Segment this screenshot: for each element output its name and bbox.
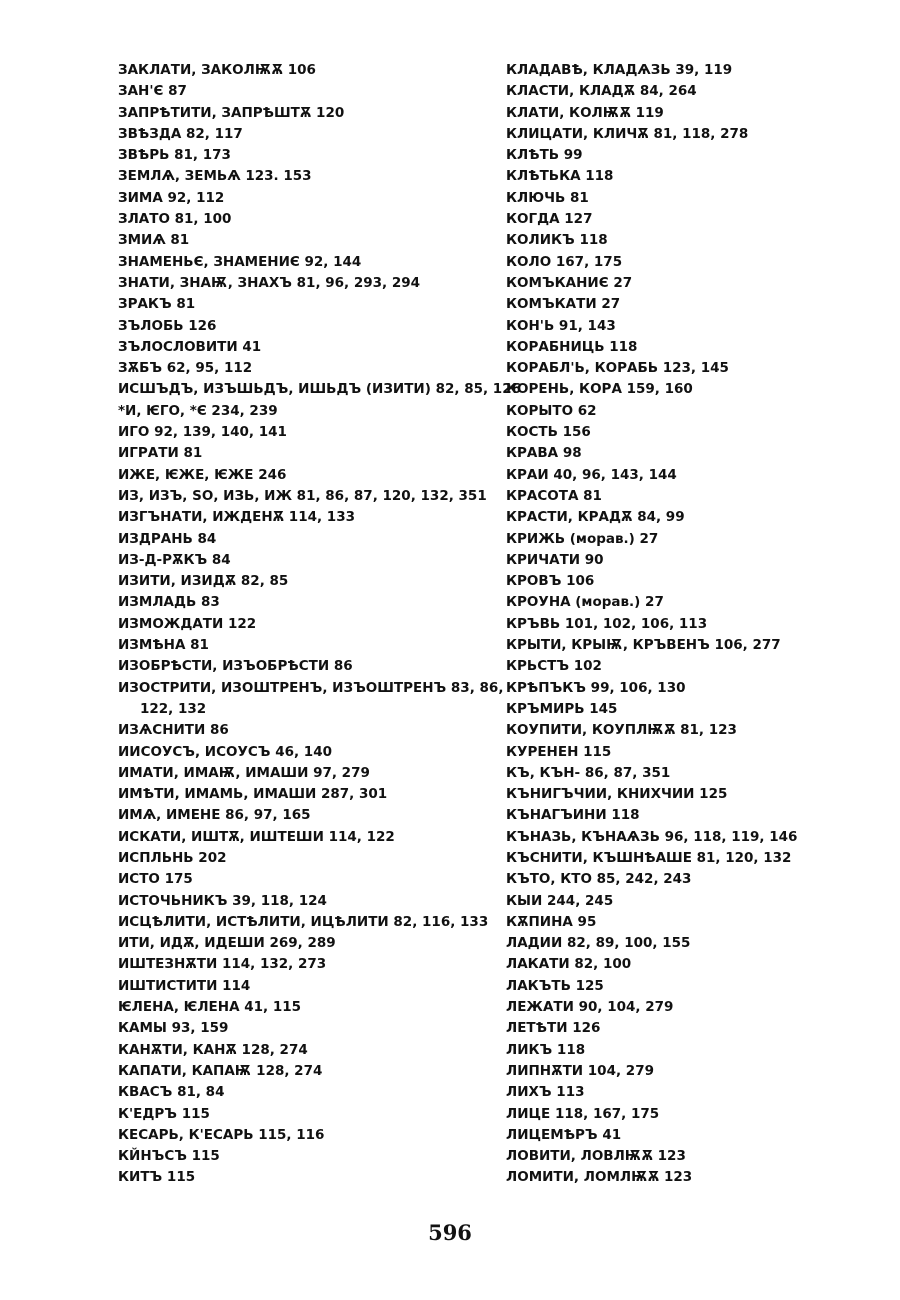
index-entry: ЗМИѦ 81 — [118, 232, 190, 249]
index-entry: ЛИХЪ 113 — [506, 1084, 585, 1101]
index-entry: ИЗѦСНИТИ 86 — [118, 722, 229, 739]
index-entry: КРАСОТА 81 — [506, 487, 602, 504]
index-entry: ЛИПНѪТИ 104, 279 — [506, 1062, 654, 1079]
index-entry: ЗЕМЛѦ, ЗЕМЬѦ 123. 153 — [118, 168, 312, 185]
index-entry: ЛИКЪ 118 — [506, 1041, 586, 1058]
index-entry: КУРЕНЕН 115 — [506, 743, 612, 760]
index-entry: ЗАКЛАТИ, ЗАКОЛѬѪ 106 — [118, 62, 316, 78]
index-entry: КРОУНА (морав.) 27 — [506, 594, 664, 611]
index-entry: ЗѪБЪ 62, 95, 112 — [118, 360, 253, 377]
index-entry: КЪ, КЪН- 86, 87, 351 — [506, 764, 671, 781]
index-entry: *И, ѤГО, *Є 234, 239 — [118, 402, 278, 419]
index-entry: ЗИМА 92, 112 — [118, 189, 225, 206]
index-entry: КЪНАГЪИНИ 118 — [506, 807, 640, 824]
index-entry: К'ЕДРЪ 115 — [118, 1105, 210, 1122]
index-entry: КАНѪТИ, КАНѪ 128, 274 — [118, 1041, 308, 1058]
index-entry: ЗАН'Є 87 — [118, 83, 187, 100]
index-entry: ИШТИСТИТИ 114 — [118, 977, 251, 994]
index-entry: ѤЛЕНА, ѤЛЕНА 41, 115 — [118, 999, 302, 1016]
index-entry: КОРЫТО 62 — [506, 402, 597, 419]
index-entry: КОСТЬ 156 — [506, 424, 591, 441]
index-entry: КОРЕНЬ, КОРА 159, 160 — [506, 381, 693, 398]
index-entry: КАПАТИ, КАПАѬ 128, 274 — [118, 1062, 323, 1079]
index-entry: КОРАБЛ'Ь, КОРАБЬ 123, 145 — [506, 360, 729, 377]
index-entry: ИСПЛЬНЬ 202 — [118, 849, 227, 866]
index-entry: КЪТО, КТО 85, 242, 243 — [506, 871, 692, 888]
index-entry: ИШТЕЗНѪТИ 114, 132, 273 — [118, 956, 327, 973]
index-entry: ИЖЕ, ѤЖЕ, ѤЖЕ 246 — [118, 466, 287, 483]
index-entry: ИЗИТИ, ИЗИДѪ 82, 85 — [118, 573, 289, 590]
index-entry: ИЗМЛАДЬ 83 — [118, 594, 220, 611]
index-entry: КРЪВЬ 101, 102, 106, 113 — [506, 615, 708, 632]
index-entry: КОРАБНИЦЬ 118 — [506, 338, 638, 355]
index-entry: ИИСОУСЪ, ИСОУСЪ 46, 140 — [118, 743, 332, 760]
index-entry: ЗЪЛОСЛОВИТИ 41 — [118, 338, 262, 355]
index-entry: ИМАТИ, ИМАѬ, ИМАШИ 97, 279 — [118, 764, 370, 781]
page-number: 596 — [428, 1220, 472, 1245]
index-entry: ИЗМѢНА 81 — [118, 637, 209, 654]
index-entry: ИГРАТИ 81 — [118, 445, 203, 462]
index-entry: ЗЛАТО 81, 100 — [118, 211, 232, 228]
index-entry: КЪНАЗЬ, КЪНАѦЗЬ 96, 118, 119, 146 — [506, 828, 798, 845]
index-entry: ЛОМИТИ, ЛОМЛѬѪ 123 — [506, 1169, 693, 1186]
index-entry: КРИЧАТИ 90 — [506, 551, 604, 568]
index-entry: ЛЕЖАТИ 90, 104, 279 — [506, 999, 674, 1016]
index-entry: КРЪМИРЬ 145 — [506, 700, 618, 717]
index-entry: ЗАПРѢТИТИ, ЗАПРѢШТѪ 120 — [118, 104, 345, 121]
index-entry: КЫИ 244, 245 — [506, 892, 614, 909]
index-entry: ИЗДРАНЬ 84 — [118, 530, 217, 547]
index-entry: КРИЖЬ (морав.) 27 — [506, 530, 659, 547]
index-entry: КОЛИКЪ 118 — [506, 232, 608, 249]
index-entry: КОУПИТИ, КОУПЛѬѪ 81, 123 — [506, 722, 737, 739]
index-entry: КЛАСТИ, КЛАДѪ 84, 264 — [506, 83, 697, 100]
index-entry: ИЗ-Д-РѪКЪ 84 — [118, 551, 231, 568]
index-entry: ЛИЦЕМѢРЪ 41 — [506, 1126, 622, 1143]
index-entry: ИЗОБРѢСТИ, ИЗЪОБРѢСТИ 86 — [118, 658, 353, 675]
index-entry: ЗНАМЕНЬЄ, ЗНАМЕНИЄ 92, 144 — [118, 253, 362, 270]
index-entry: КѪПИНА 95 — [506, 913, 597, 930]
index-entry: КОЛО 167, 175 — [506, 253, 623, 270]
index-entry: 122, 132 — [140, 700, 207, 717]
index-entry: КИТЪ 115 — [118, 1169, 196, 1186]
index-entry: КЕСАРЬ, К'ЕСАРЬ 115, 116 — [118, 1126, 325, 1143]
index-entry: ЗЪЛОБЬ 126 — [118, 317, 217, 334]
left-column — [118, 60, 521, 1189]
index-entry: КЪНИГЪЧИИ, КНИХЧИИ 125 — [506, 786, 728, 803]
index-entry: КЛАДАВѢ, КЛАДѦЗЬ 39, 119 — [506, 62, 733, 78]
index-entry: ИСШЪДЪ, ИЗЪШЬДЪ, ИШЬДЪ (ИЗИТИ) 82, 85, 126 — [118, 381, 521, 398]
right-column — [506, 60, 886, 1189]
index-entry: КРЫТИ, КРЫѬ, КРЪВЕНЪ 106, 277 — [506, 637, 781, 654]
index-entry: ЗВѢРЬ 81, 173 — [118, 147, 231, 164]
index-entry: КОМЪКАНИЄ 27 — [506, 274, 633, 291]
index-entry: КЛЮЧЬ 81 — [506, 189, 589, 206]
index-entry: ИСКАТИ, ИШТѪ, ИШТЕШИ 114, 122 — [118, 828, 395, 845]
index-entry: ЗНАТИ, ЗНАѬ, ЗНАХЪ 81, 96, 293, 294 — [118, 274, 421, 291]
index-entry: ИЗГЪНАТИ, ИЖДЕНѪ 114, 133 — [118, 509, 355, 526]
index-entry: ИМѦ, ИМЕНЕ 86, 97, 165 — [118, 807, 311, 824]
index-entry: КРАСТИ, КРАДѪ 84, 99 — [506, 509, 685, 526]
index-entry: ИМѢТИ, ИМАМЬ, ИМАШИ 287, 301 — [118, 786, 388, 803]
index-entry: КЪСНИТИ, КЪШНѢАШЕ 81, 120, 132 — [506, 849, 792, 866]
index-entry: КЙНЪСЪ 115 — [118, 1148, 220, 1165]
index-entry: ЗРАКЪ 81 — [118, 296, 196, 313]
index-entry: КВАСЪ 81, 84 — [118, 1084, 225, 1101]
index-entry: КОМЪКАТИ 27 — [506, 296, 621, 313]
index-entry: КЛѢТЬ 99 — [506, 147, 583, 164]
index-entry: КЛѢТЬКА 118 — [506, 168, 614, 185]
index-entry: ИСЦѢЛИТИ, ИСТѢЛИТИ, ИЦѢЛИТИ 82, 116, 133 — [118, 913, 489, 930]
index-entry: КОГДА 127 — [506, 211, 593, 228]
index-entry: ЛЕТѢТИ 126 — [506, 1020, 601, 1037]
index-entry: ЗВѢЗДА 82, 117 — [118, 125, 243, 142]
index-entry: ИЗОСТРИТИ, ИЗОШТРЕНЪ, ИЗЪОШТРЕНЪ 83, 86, — [118, 679, 504, 696]
index-entry: ЛАДИИ 82, 89, 100, 155 — [506, 935, 691, 952]
index-entry: ЛАКЪТЬ 125 — [506, 977, 604, 994]
index-entry: ИТИ, ИДѪ, ИДЕШИ 269, 289 — [118, 935, 336, 952]
index-entry: КРОВЪ 106 — [506, 573, 595, 590]
index-entry: КОН'Ь 91, 143 — [506, 317, 616, 334]
index-entry: ЛИЦЕ 118, 167, 175 — [506, 1105, 660, 1122]
index-entry: КРЬСТЪ 102 — [506, 658, 602, 675]
index-entry: ИСТО 175 — [118, 871, 193, 888]
index-entry: КЛАТИ, КОЛѬѪ 119 — [506, 104, 664, 121]
index-entry: КАМЫ 93, 159 — [118, 1020, 229, 1037]
index-entry: КРАИ 40, 96, 143, 144 — [506, 466, 677, 483]
index-entry: КЛИЦАТИ, КЛИЧѪ 81, 118, 278 — [506, 125, 749, 142]
index-entry: ИСТОЧЬНИКЪ 39, 118, 124 — [118, 892, 327, 909]
index-entry: ИГО 92, 139, 140, 141 — [118, 424, 287, 441]
index-entry: ЛАКАТИ 82, 100 — [506, 956, 632, 973]
index-entry: ИЗМОЖДАТИ 122 — [118, 615, 257, 632]
index-entry: КРѢПЪКЪ 99, 106, 130 — [506, 679, 686, 696]
index-entry: КРАВА 98 — [506, 445, 582, 462]
index-entry: ЛОВИТИ, ЛОВЛѬѪ 123 — [506, 1148, 686, 1165]
index-entry: ИЗ, ИЗЪ, ЅО, ИЗЬ, ИЖ 81, 86, 87, 120, 132, 351 — [118, 487, 487, 504]
